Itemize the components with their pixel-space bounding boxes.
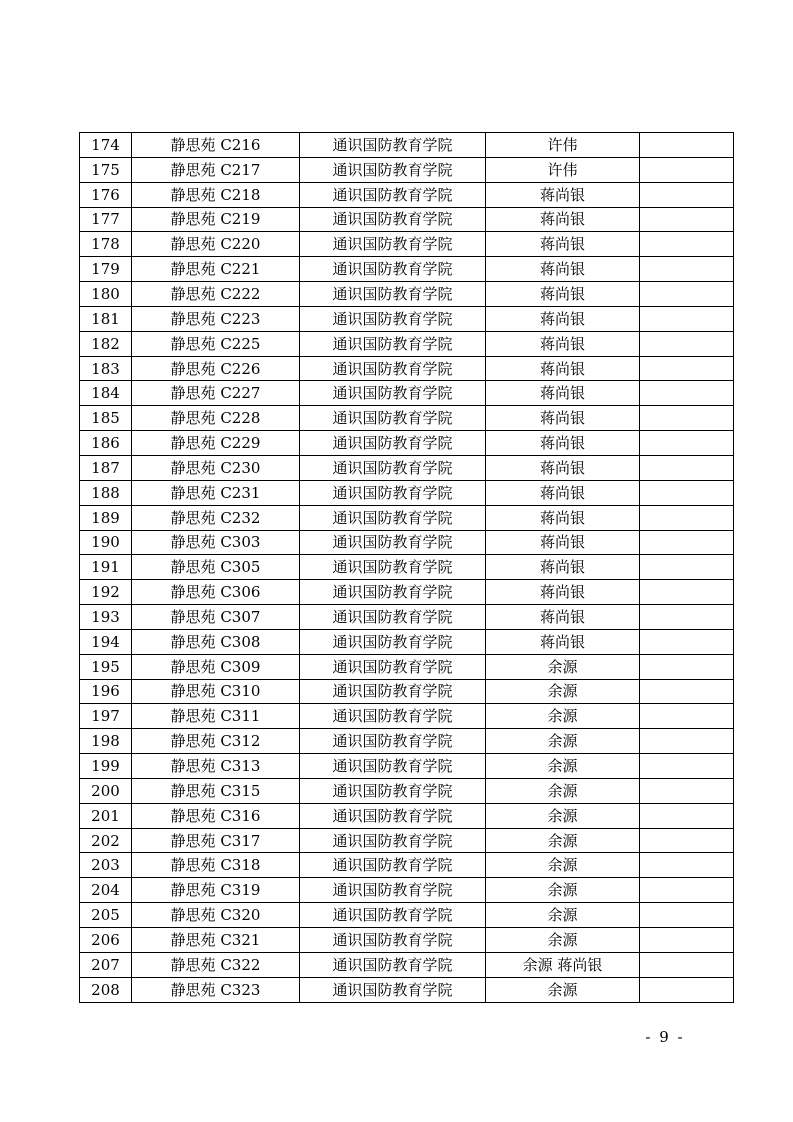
room-cell: 静思苑 C225: [132, 331, 300, 356]
table-row: [80, 381, 734, 406]
note-cell: [640, 356, 734, 381]
table-row: [80, 629, 734, 654]
row-number-cell: 177: [80, 207, 132, 232]
note-cell: [640, 207, 734, 232]
note-cell: [640, 182, 734, 207]
person-in-charge-cell: 蒋尚银: [486, 182, 640, 207]
room-cell: 静思苑 C307: [132, 605, 300, 630]
row-number-cell: 198: [80, 729, 132, 754]
college-cell: 通识国防教育学院: [300, 928, 486, 953]
room-cell: 静思苑 C323: [132, 977, 300, 1002]
table-row: [80, 505, 734, 530]
note-cell: [640, 381, 734, 406]
table-row: [80, 480, 734, 505]
person-in-charge-cell: 蒋尚银: [486, 480, 640, 505]
college-cell: 通识国防教育学院: [300, 157, 486, 182]
table-row: [80, 704, 734, 729]
table-row: [80, 133, 734, 158]
college-cell: 通识国防教育学院: [300, 133, 486, 158]
note-cell: [640, 878, 734, 903]
table-row: [80, 977, 734, 1002]
note-cell: [640, 232, 734, 257]
page-number: - 9 -: [645, 1028, 685, 1046]
room-cell: 静思苑 C305: [132, 555, 300, 580]
person-in-charge-cell: 蒋尚银: [486, 257, 640, 282]
room-cell: 静思苑 C231: [132, 480, 300, 505]
table-row: [80, 878, 734, 903]
room-cell: 静思苑 C317: [132, 828, 300, 853]
person-in-charge-cell: 蒋尚银: [486, 356, 640, 381]
college-cell: 通识国防教育学院: [300, 480, 486, 505]
row-number-cell: 191: [80, 555, 132, 580]
note-cell: [640, 977, 734, 1002]
person-in-charge-cell: 蒋尚银: [486, 381, 640, 406]
row-number-cell: 199: [80, 754, 132, 779]
college-cell: 通识国防教育学院: [300, 853, 486, 878]
row-number-cell: 204: [80, 878, 132, 903]
row-number-cell: 200: [80, 778, 132, 803]
person-in-charge-cell: 余源: [486, 778, 640, 803]
college-cell: 通识国防教育学院: [300, 828, 486, 853]
table-row: [80, 282, 734, 307]
row-number-cell: 185: [80, 406, 132, 431]
person-in-charge-cell: 蒋尚银: [486, 232, 640, 257]
person-in-charge-cell: 蒋尚银: [486, 629, 640, 654]
note-cell: [640, 282, 734, 307]
table-row: [80, 803, 734, 828]
room-cell: 静思苑 C227: [132, 381, 300, 406]
room-cell: 静思苑 C222: [132, 282, 300, 307]
room-cell: 静思苑 C220: [132, 232, 300, 257]
table-row: [80, 257, 734, 282]
person-in-charge-cell: 蒋尚银: [486, 431, 640, 456]
person-in-charge-cell: 蒋尚银: [486, 555, 640, 580]
room-cell: 静思苑 C309: [132, 654, 300, 679]
person-in-charge-cell: 余源: [486, 903, 640, 928]
college-cell: 通识国防教育学院: [300, 729, 486, 754]
person-in-charge-cell: 余源: [486, 803, 640, 828]
table-row: [80, 455, 734, 480]
row-number-cell: 195: [80, 654, 132, 679]
note-cell: [640, 306, 734, 331]
room-cell: 静思苑 C319: [132, 878, 300, 903]
college-cell: 通识国防教育学院: [300, 803, 486, 828]
college-cell: 通识国防教育学院: [300, 431, 486, 456]
college-cell: 通识国防教育学院: [300, 182, 486, 207]
row-number-cell: 183: [80, 356, 132, 381]
row-number-cell: 203: [80, 853, 132, 878]
table-row: [80, 928, 734, 953]
note-cell: [640, 157, 734, 182]
person-in-charge-cell: 余源: [486, 704, 640, 729]
person-in-charge-cell: 余源: [486, 654, 640, 679]
room-cell: 静思苑 C322: [132, 952, 300, 977]
person-in-charge-cell: 余源: [486, 928, 640, 953]
row-number-cell: 184: [80, 381, 132, 406]
note-cell: [640, 654, 734, 679]
college-cell: 通识国防教育学院: [300, 356, 486, 381]
college-cell: 通识国防教育学院: [300, 232, 486, 257]
note-cell: [640, 133, 734, 158]
room-cell: 静思苑 C311: [132, 704, 300, 729]
table-row: [80, 207, 734, 232]
person-in-charge-cell: 蒋尚银: [486, 505, 640, 530]
person-in-charge-cell: 余源: [486, 754, 640, 779]
room-cell: 静思苑 C223: [132, 306, 300, 331]
note-cell: [640, 853, 734, 878]
table-row: [80, 232, 734, 257]
college-cell: 通识国防教育学院: [300, 406, 486, 431]
note-cell: [640, 455, 734, 480]
note-cell: [640, 257, 734, 282]
room-cell: 静思苑 C310: [132, 679, 300, 704]
room-cell: 静思苑 C306: [132, 580, 300, 605]
college-cell: 通识国防教育学院: [300, 952, 486, 977]
row-number-cell: 206: [80, 928, 132, 953]
row-number-cell: 181: [80, 306, 132, 331]
note-cell: [640, 331, 734, 356]
row-number-cell: 178: [80, 232, 132, 257]
person-in-charge-cell: 余源: [486, 878, 640, 903]
person-in-charge-cell: 蒋尚银: [486, 605, 640, 630]
college-cell: 通识国防教育学院: [300, 257, 486, 282]
room-cell: 静思苑 C308: [132, 629, 300, 654]
table-row: [80, 828, 734, 853]
person-in-charge-cell: 余源: [486, 853, 640, 878]
person-in-charge-cell: 余源: [486, 679, 640, 704]
row-number-cell: 179: [80, 257, 132, 282]
note-cell: [640, 754, 734, 779]
college-cell: 通识国防教育学院: [300, 282, 486, 307]
person-in-charge-cell: 许伟: [486, 133, 640, 158]
college-cell: 通识国防教育学院: [300, 903, 486, 928]
table-row: [80, 778, 734, 803]
note-cell: [640, 629, 734, 654]
note-cell: [640, 679, 734, 704]
note-cell: [640, 778, 734, 803]
note-cell: [640, 431, 734, 456]
room-cell: 静思苑 C221: [132, 257, 300, 282]
room-cell: 静思苑 C318: [132, 853, 300, 878]
note-cell: [640, 555, 734, 580]
row-number-cell: 205: [80, 903, 132, 928]
table-row: [80, 853, 734, 878]
row-number-cell: 201: [80, 803, 132, 828]
row-number-cell: 174: [80, 133, 132, 158]
row-number-cell: 194: [80, 629, 132, 654]
room-cell: 静思苑 C313: [132, 754, 300, 779]
row-number-cell: 188: [80, 480, 132, 505]
row-number-cell: 180: [80, 282, 132, 307]
note-cell: [640, 704, 734, 729]
table-row: [80, 679, 734, 704]
row-number-cell: 190: [80, 530, 132, 555]
row-number-cell: 207: [80, 952, 132, 977]
college-cell: 通识国防教育学院: [300, 754, 486, 779]
room-cell: 静思苑 C303: [132, 530, 300, 555]
college-cell: 通识国防教育学院: [300, 381, 486, 406]
table-row: [80, 754, 734, 779]
note-cell: [640, 828, 734, 853]
room-cell: 静思苑 C230: [132, 455, 300, 480]
person-in-charge-cell: 蒋尚银: [486, 282, 640, 307]
row-number-cell: 176: [80, 182, 132, 207]
college-cell: 通识国防教育学院: [300, 605, 486, 630]
person-in-charge-cell: 蒋尚银: [486, 406, 640, 431]
college-cell: 通识国防教育学院: [300, 679, 486, 704]
room-cell: 静思苑 C217: [132, 157, 300, 182]
college-cell: 通识国防教育学院: [300, 778, 486, 803]
college-cell: 通识国防教育学院: [300, 654, 486, 679]
room-cell: 静思苑 C218: [132, 182, 300, 207]
room-cell: 静思苑 C232: [132, 505, 300, 530]
college-cell: 通识国防教育学院: [300, 207, 486, 232]
room-cell: 静思苑 C229: [132, 431, 300, 456]
person-in-charge-cell: 许伟: [486, 157, 640, 182]
table-row: [80, 182, 734, 207]
table-row: [80, 580, 734, 605]
person-in-charge-cell: 余源: [486, 729, 640, 754]
table-row: [80, 654, 734, 679]
table-row: [80, 605, 734, 630]
college-cell: 通识国防教育学院: [300, 555, 486, 580]
table-row: [80, 729, 734, 754]
room-cell: 静思苑 C219: [132, 207, 300, 232]
room-cell: 静思苑 C312: [132, 729, 300, 754]
person-in-charge-cell: 蒋尚银: [486, 455, 640, 480]
room-cell: 静思苑 C216: [132, 133, 300, 158]
note-cell: [640, 903, 734, 928]
table-row: [80, 431, 734, 456]
person-in-charge-cell: 蒋尚银: [486, 530, 640, 555]
row-number-cell: 196: [80, 679, 132, 704]
college-cell: 通识国防教育学院: [300, 331, 486, 356]
college-cell: 通识国防教育学院: [300, 629, 486, 654]
note-cell: [640, 729, 734, 754]
person-in-charge-cell: 蒋尚银: [486, 306, 640, 331]
person-in-charge-cell: 余源: [486, 977, 640, 1002]
room-cell: 静思苑 C315: [132, 778, 300, 803]
note-cell: [640, 406, 734, 431]
person-in-charge-cell: 蒋尚银: [486, 580, 640, 605]
note-cell: [640, 580, 734, 605]
row-number-cell: 202: [80, 828, 132, 853]
row-number-cell: 189: [80, 505, 132, 530]
table-row: [80, 555, 734, 580]
college-cell: 通识国防教育学院: [300, 580, 486, 605]
note-cell: [640, 530, 734, 555]
room-cell: 静思苑 C226: [132, 356, 300, 381]
row-number-cell: 186: [80, 431, 132, 456]
college-cell: 通识国防教育学院: [300, 306, 486, 331]
table-body: [80, 133, 734, 1003]
dorm-assignment-table: [79, 132, 734, 1003]
note-cell: [640, 928, 734, 953]
table-row: [80, 306, 734, 331]
row-number-cell: 197: [80, 704, 132, 729]
person-in-charge-cell: 余源: [486, 828, 640, 853]
table-row: [80, 331, 734, 356]
person-in-charge-cell: 余源 蒋尚银: [486, 952, 640, 977]
person-in-charge-cell: 蒋尚银: [486, 331, 640, 356]
college-cell: 通识国防教育学院: [300, 878, 486, 903]
note-cell: [640, 505, 734, 530]
table-row: [80, 356, 734, 381]
table-row: [80, 406, 734, 431]
note-cell: [640, 480, 734, 505]
room-cell: 静思苑 C320: [132, 903, 300, 928]
row-number-cell: 175: [80, 157, 132, 182]
college-cell: 通识国防教育学院: [300, 455, 486, 480]
table-row: [80, 530, 734, 555]
table-row: [80, 952, 734, 977]
note-cell: [640, 605, 734, 630]
row-number-cell: 182: [80, 331, 132, 356]
table-row: [80, 903, 734, 928]
note-cell: [640, 803, 734, 828]
room-cell: 静思苑 C316: [132, 803, 300, 828]
room-cell: 静思苑 C228: [132, 406, 300, 431]
college-cell: 通识国防教育学院: [300, 704, 486, 729]
row-number-cell: 187: [80, 455, 132, 480]
row-number-cell: 193: [80, 605, 132, 630]
room-cell: 静思苑 C321: [132, 928, 300, 953]
row-number-cell: 208: [80, 977, 132, 1002]
table-row: [80, 157, 734, 182]
college-cell: 通识国防教育学院: [300, 530, 486, 555]
person-in-charge-cell: 蒋尚银: [486, 207, 640, 232]
row-number-cell: 192: [80, 580, 132, 605]
note-cell: [640, 952, 734, 977]
college-cell: 通识国防教育学院: [300, 977, 486, 1002]
college-cell: 通识国防教育学院: [300, 505, 486, 530]
